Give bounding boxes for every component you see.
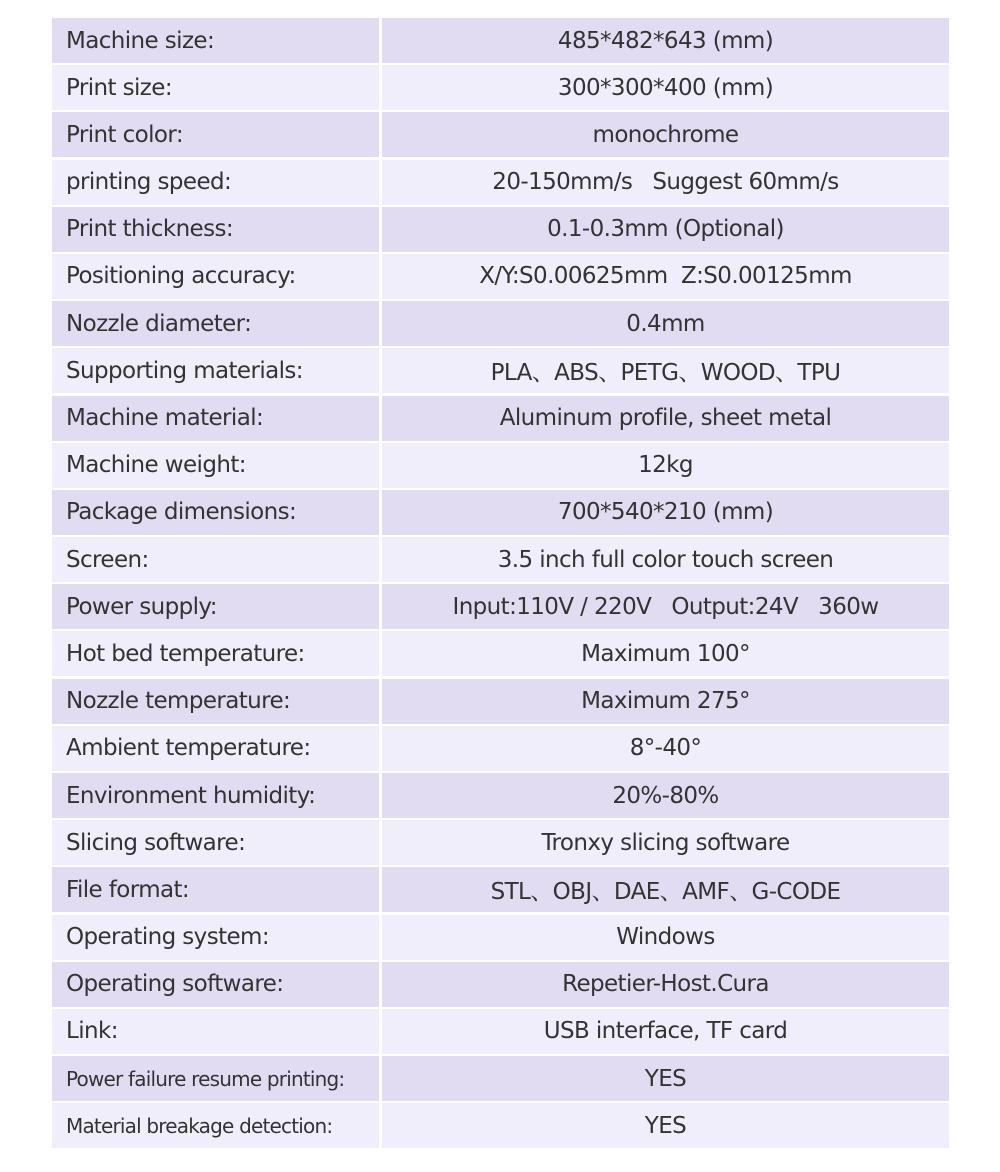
spec-label: Slicing software: bbox=[52, 820, 379, 865]
spec-row-package-dimensions bbox=[52, 490, 949, 535]
spec-row-positioning-accuracy bbox=[52, 254, 949, 299]
spec-value: Tronxy slicing software bbox=[382, 820, 949, 865]
spec-row-environment-humidity bbox=[52, 773, 949, 818]
spec-label: Nozzle diameter: bbox=[52, 301, 379, 346]
spec-label: Operating software: bbox=[52, 962, 379, 1007]
spec-label: Print color: bbox=[52, 112, 379, 157]
spec-label: Ambient temperature: bbox=[52, 726, 379, 771]
spec-label: Power failure resume printing: bbox=[52, 1056, 379, 1101]
spec-row-power-failure-resume bbox=[52, 1056, 949, 1101]
spec-row-file-format bbox=[52, 867, 949, 912]
spec-value: 12kg bbox=[382, 443, 949, 488]
spec-value: Input:110V / 220V Output:24V 360w bbox=[382, 584, 949, 629]
spec-value: Repetier-Host.Cura bbox=[382, 962, 949, 1007]
spec-row-link bbox=[52, 1009, 949, 1054]
spec-label: File format: bbox=[52, 867, 379, 912]
spec-label: printing speed: bbox=[52, 160, 379, 205]
spec-value: Aluminum profile, sheet metal bbox=[382, 396, 949, 441]
spec-row-operating-software bbox=[52, 962, 949, 1007]
spec-row-supporting-materials bbox=[52, 348, 949, 393]
spec-value: 0.4mm bbox=[382, 301, 949, 346]
spec-value: 20-150mm/s Suggest 60mm/s bbox=[382, 160, 949, 205]
spec-row-printing-speed bbox=[52, 160, 949, 205]
spec-value: Windows bbox=[382, 915, 949, 960]
spec-table bbox=[52, 18, 949, 1151]
spec-label: Package dimensions: bbox=[52, 490, 379, 535]
spec-value: 20%-80% bbox=[382, 773, 949, 818]
spec-label: Power supply: bbox=[52, 584, 379, 629]
spec-row-operating-system bbox=[52, 915, 949, 960]
spec-label: Material breakage detection: bbox=[52, 1103, 379, 1148]
spec-value: 8°-40° bbox=[382, 726, 949, 771]
spec-value: STL、OBJ、DAE、AMF、G-CODE bbox=[382, 867, 949, 912]
spec-value: X/Y:S0.00625mm Z:S0.00125mm bbox=[382, 254, 949, 299]
spec-value: USB interface, TF card bbox=[382, 1009, 949, 1054]
spec-row-machine-material bbox=[52, 396, 949, 441]
spec-label: Positioning accuracy: bbox=[52, 254, 379, 299]
spec-row-print-thickness bbox=[52, 207, 949, 252]
spec-label: Machine size: bbox=[52, 18, 379, 63]
spec-row-nozzle-temperature bbox=[52, 679, 949, 724]
spec-row-nozzle-diameter bbox=[52, 301, 949, 346]
spec-label: Operating system: bbox=[52, 915, 379, 960]
spec-label: Nozzle temperature: bbox=[52, 679, 379, 724]
spec-row-machine-weight bbox=[52, 443, 949, 488]
spec-value: PLA、ABS、PETG、WOOD、TPU bbox=[382, 348, 949, 393]
spec-row-print-color bbox=[52, 112, 949, 157]
spec-label: Print size: bbox=[52, 65, 379, 110]
spec-row-print-size bbox=[52, 65, 949, 110]
spec-value: 300*300*400 (mm) bbox=[382, 65, 949, 110]
spec-row-hot-bed-temperature bbox=[52, 631, 949, 676]
spec-value: 700*540*210 (mm) bbox=[382, 490, 949, 535]
spec-value: 485*482*643 (mm) bbox=[382, 18, 949, 63]
spec-label: Screen: bbox=[52, 537, 379, 582]
spec-row-screen bbox=[52, 537, 949, 582]
spec-value: 0.1-0.3mm (Optional) bbox=[382, 207, 949, 252]
spec-value: Maximum 275° bbox=[382, 679, 949, 724]
spec-value: 3.5 inch full color touch screen bbox=[382, 537, 949, 582]
spec-label: Machine weight: bbox=[52, 443, 379, 488]
spec-value: YES bbox=[382, 1103, 949, 1148]
spec-value: monochrome bbox=[382, 112, 949, 157]
spec-value: YES bbox=[382, 1056, 949, 1101]
spec-label: Link: bbox=[52, 1009, 379, 1054]
spec-row-machine-size bbox=[52, 18, 949, 63]
spec-label: Hot bed temperature: bbox=[52, 631, 379, 676]
spec-row-slicing-software bbox=[52, 820, 949, 865]
spec-label: Environment humidity: bbox=[52, 773, 379, 818]
spec-value: Maximum 100° bbox=[382, 631, 949, 676]
spec-row-ambient-temperature bbox=[52, 726, 949, 771]
spec-label: Print thickness: bbox=[52, 207, 379, 252]
spec-label: Machine material: bbox=[52, 396, 379, 441]
spec-row-power-supply bbox=[52, 584, 949, 629]
spec-row-material-breakage-detection bbox=[52, 1103, 949, 1148]
spec-label: Supporting materials: bbox=[52, 348, 379, 393]
